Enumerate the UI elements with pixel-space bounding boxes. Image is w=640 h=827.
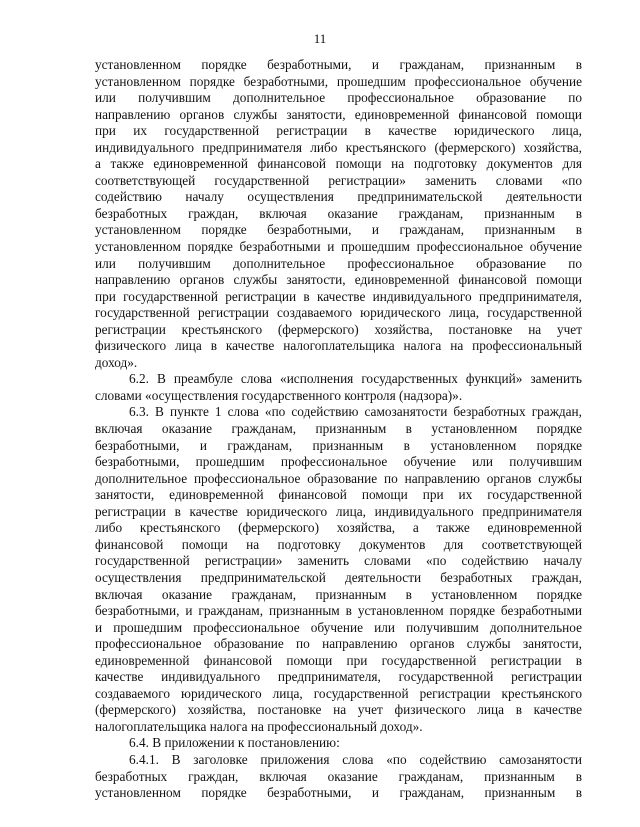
text-line: осуществления предпринимательской деятельности безработных граждан, — [95, 569, 582, 585]
paragraph-6-4-1 — [95, 752, 582, 802]
text-line: установленном порядке безработными, и гражданам, признанным в — [95, 785, 582, 801]
text-line: при их государственной регистрации в качестве юридического лица, — [95, 123, 582, 139]
text-line: 6.3. В пункте 1 слова «по содействию самозанятости безработных граждан, — [129, 404, 582, 420]
text-line: безработных граждан, включая оказание гражданам, признанным в — [95, 205, 582, 221]
text-line: финансовой помощи на подготовку документов для соответствующей — [95, 536, 582, 552]
text-line: 6.4. В приложении к постановлению: — [129, 735, 340, 751]
text-line: 6.4.1. В заголовке приложения слова «по содействию самозанятости — [129, 751, 582, 767]
text-line: направлению органов службы занятости, единовременной финансовой помощи — [95, 106, 582, 122]
text-line: доход». — [95, 354, 138, 370]
body-text — [95, 57, 582, 802]
text-line: государственной регистрации» заменить словами «по содействию началу — [95, 553, 582, 569]
text-line: либо крестьянского (фермерского) хозяйства, а также единовременной — [95, 520, 582, 536]
text-line: установленном порядке безработными, и гражданам, признанным в — [95, 222, 582, 238]
text-line: установленном порядке безработными, и гражданам, признанным в — [95, 57, 582, 72]
text-line: соответствующей государственной регистрации» заменить словами «по — [95, 172, 582, 188]
text-line: и прошедшим профессиональное обучение или получившим дополнительное — [95, 619, 582, 635]
text-line: государственной регистрации создаваемого юридического лица, государственной — [95, 305, 582, 321]
text-line: качестве индивидуального предпринимателя, государственной регистрации — [95, 669, 582, 685]
text-line: регистрации крестьянского (фермерского) хозяйства, постановке на учет — [95, 321, 582, 337]
text-line: или получившим дополнительное профессиональное образование по — [95, 90, 582, 106]
text-line: установленном порядке безработными и прошедшим профессиональное обучение — [95, 239, 582, 255]
paragraph-continuation — [95, 57, 582, 371]
text-line: физического лица в качестве налогоплательщика налога на профессиональный — [95, 338, 582, 354]
text-line: содействию началу осуществления предпринимательской деятельности — [95, 189, 582, 205]
text-line: безработных граждан, включая оказание гражданам, признанным в — [95, 768, 582, 784]
text-line: 6.2. В преамбуле слова «исполнения государственных функций» заменить — [129, 371, 582, 387]
text-line: занятости, единовременной финансовой помощи при их государственной — [95, 487, 582, 503]
text-line: индивидуального предпринимателя либо крестьянского (фермерского) хозяйства, — [95, 139, 582, 155]
text-line: словами «осуществления государственного контроля (надзора)». — [95, 387, 463, 403]
text-line: направлению органов службы занятости, единовременной финансовой помощи — [95, 272, 582, 288]
text-line: налогоплательщика налога на профессиональный доход». — [95, 718, 423, 734]
paragraph-6-2 — [95, 371, 582, 404]
text-line: а также единовременной финансовой помощи на подготовку документов для — [95, 156, 582, 172]
text-line: безработными, и гражданам, признанным в установленном порядке — [95, 437, 582, 453]
text-line: безработными, прошедшим профессиональное обучение или получившим — [95, 454, 582, 470]
text-line: единовременной финансовой помощи при государственной регистрации в — [95, 652, 582, 668]
paragraph-6-4 — [95, 735, 582, 752]
text-line: установленном порядке безработными, прошедшим профессиональное обучение — [95, 73, 582, 89]
text-line: при государственной регистрации в качестве индивидуального предпринимателя, — [95, 288, 582, 304]
text-line: дополнительное профессиональное образование по направлению органов службы — [95, 470, 582, 486]
text-line: регистрации в качестве юридического лица, индивидуального предпринимателя — [95, 503, 582, 519]
text-line: безработными, и гражданам, признанным в установленном порядке безработными — [95, 603, 582, 619]
text-line: профессиональное образование по направлению органов службы занятости, — [95, 636, 582, 652]
text-line: включая оказание гражданам, признанным в установленном порядке — [95, 421, 582, 437]
text-line: создаваемого юридического лица, государственной регистрации крестьянского — [95, 685, 582, 701]
text-line: (фермерского) хозяйства, постановке на учет физического лица в качестве — [95, 702, 582, 718]
text-line: включая оказание гражданам, признанным в установленном порядке — [95, 586, 582, 602]
paragraph-6-3 — [95, 404, 582, 735]
page-number: 11 — [313, 31, 327, 46]
text-line: или получившим дополнительное профессиональное образование по — [95, 255, 582, 271]
